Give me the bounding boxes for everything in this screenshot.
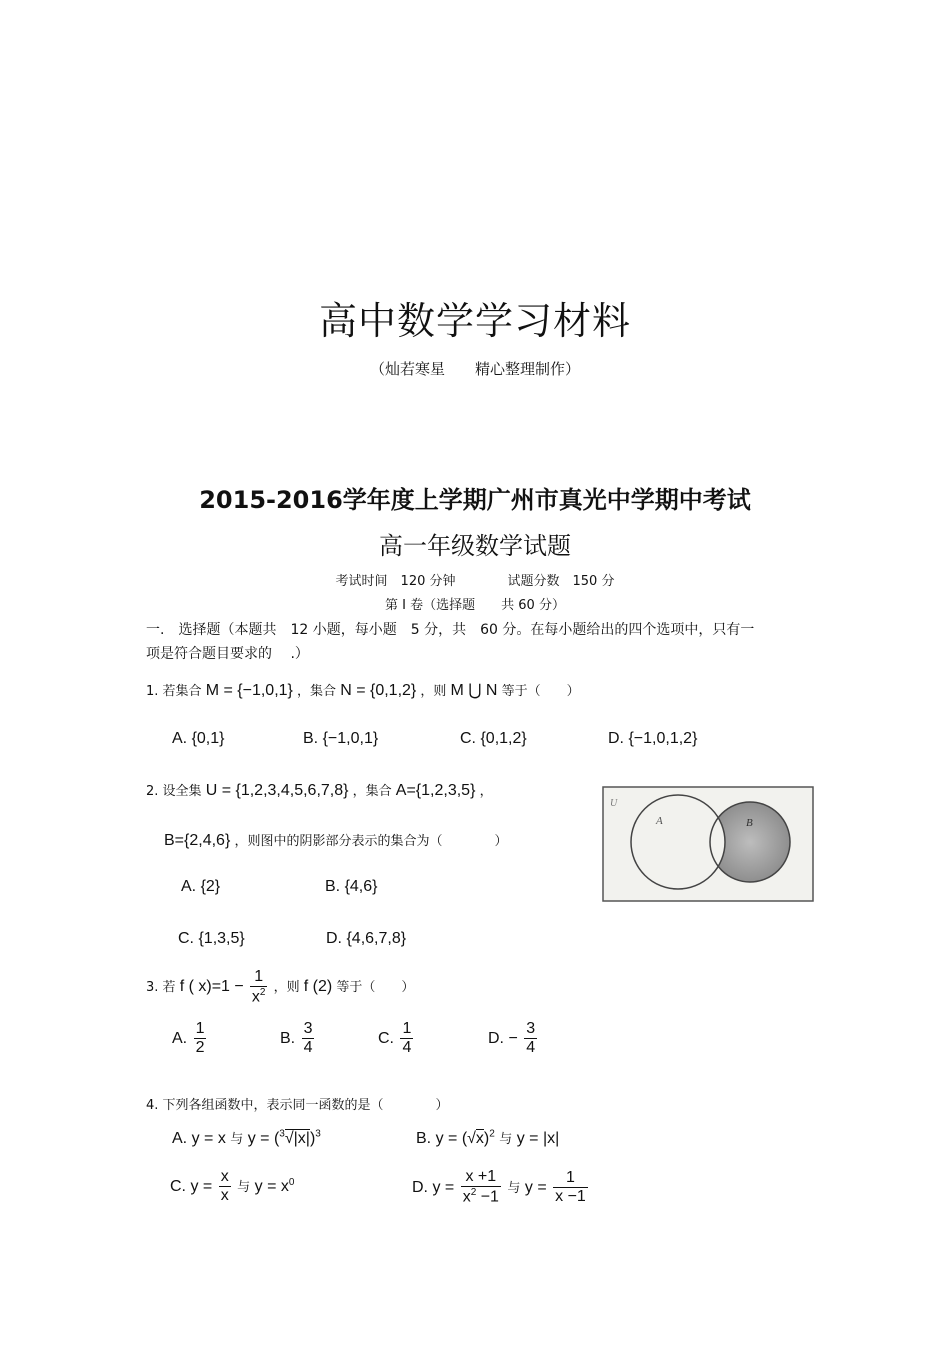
q4-option-d: D. y = $\frac{x +1}{x^2 -1}$ 与 y = $\frac{1}{x -1}$ xyxy=(412,1168,586,1206)
venn-label-a: A xyxy=(656,815,663,827)
set-a: A={1,2,3,5} xyxy=(395,782,476,799)
question-text: 若 xyxy=(162,980,176,996)
q4-option-a: A. y = x 与 $y = (^3√|x|)^3$ xyxy=(172,1128,321,1147)
question-text: ，则 xyxy=(420,684,447,699)
question-text: ，集合 xyxy=(297,684,337,699)
volume-heading: 第 Ⅰ 卷（选择题 共 60 分） xyxy=(385,598,565,613)
set-b: B={2,4,6} xyxy=(164,832,231,849)
q1-option-b: B. {−1,0,1} xyxy=(303,730,379,747)
question-number: 2. xyxy=(146,784,159,799)
material-subtitle: （灿若寒星 精心整理制作） xyxy=(369,360,580,378)
question-number: 3. xyxy=(146,980,159,996)
question-text: ， xyxy=(479,784,493,799)
question-4 xyxy=(146,1094,449,1113)
q1-option-a: A. {0,1} xyxy=(172,730,225,747)
question-text: 若集合 xyxy=(162,684,202,699)
exam-info: 考试时间 120 分钟 试题分数 150 分 xyxy=(335,574,615,589)
q2-option-a: A. {2} xyxy=(181,878,221,895)
q3-option-a: A. $\frac{1}{2}$ xyxy=(172,1020,205,1057)
question-text: ，集合 xyxy=(352,784,392,799)
section-intro-line2: 项是符合题目要求的 .） xyxy=(146,646,309,662)
question-3 xyxy=(146,968,414,1007)
q2-option-c: C. {1,3,5} xyxy=(178,930,245,947)
fraction: $\frac{1}{x^2}$ xyxy=(251,968,266,1006)
q3-option-d: D. − $\frac{3}{4}$ xyxy=(488,1020,536,1057)
question-text: ，则图中的阴影部分表示的集合为（ ） xyxy=(234,834,508,849)
question-number: 4. xyxy=(146,1098,159,1113)
exam-subtitle: 高一年级数学试题 xyxy=(379,532,571,560)
question-number: 1. xyxy=(146,684,159,699)
q2-option-d: D. {4,6,7,8} xyxy=(326,930,407,947)
set-n: N = {0,1,2} xyxy=(340,682,417,699)
question-text: 设全集 xyxy=(162,784,202,799)
set-u: U = {1,2,3,4,5,6,7,8} xyxy=(205,782,349,799)
venn-diagram xyxy=(602,786,814,902)
q4-option-b: B. $y = (√x)^2$ 与 y = |x| xyxy=(416,1128,560,1147)
q3-option-c: C. $\frac{1}{4}$ xyxy=(378,1020,412,1057)
question-1 xyxy=(146,680,580,700)
set-m: M = {−1,0,1} xyxy=(205,682,293,699)
venn-label-b: B xyxy=(746,817,753,829)
union-expression: M ⋃ N xyxy=(450,682,498,699)
q4-option-c: C. y = $\frac{x}{x}$ 与 $y = x^0$ xyxy=(170,1168,295,1205)
question-text: ，则 xyxy=(273,980,300,996)
material-title: 高中数学学习材料 xyxy=(318,299,631,343)
question-text: 等于（ ） xyxy=(501,684,580,699)
question-2 xyxy=(146,780,493,800)
q2-option-b: B. {4,6} xyxy=(325,878,378,895)
function-call: f (2) xyxy=(303,978,333,996)
question-text: 下列各组函数中，表示同一函数的是（ ） xyxy=(162,1098,449,1113)
question-text: 等于（ ） xyxy=(336,980,415,996)
q3-option-b: B. $\frac{3}{4}$ xyxy=(280,1020,313,1057)
question-2-cont xyxy=(164,830,507,850)
q1-option-c: C. {0,1,2} xyxy=(460,730,527,747)
section-intro-line1: 一. 选择题（本题共 12 小题，每小题 5 分，共 60 分。在每小题给出的四个选项中，只有一 xyxy=(146,622,755,638)
exam-title: 2015-2016学年度上学期广州市真光中学期中考试 xyxy=(199,486,751,514)
function-definition: f ( x)=1 − xyxy=(179,978,244,996)
venn-label-u: U xyxy=(610,798,618,809)
q1-option-d: D. {−1,0,1,2} xyxy=(608,730,698,747)
